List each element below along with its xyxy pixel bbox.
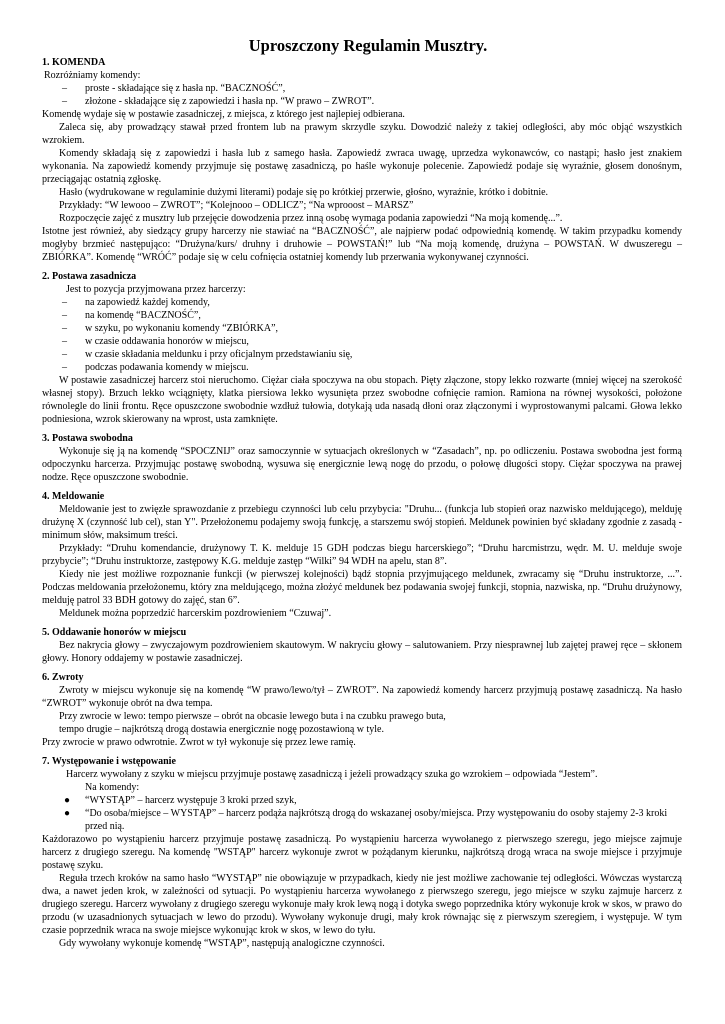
paragraph: Każdorazowo po wystąpieniu harcerz przyjmuje postawę zasadniczą. Po wystąpieniu harcerza wywołanego z pierwszego szeregu, jego miejsce zajmuje harcerz z drugiego szeregu. Na komendę "WSTĄP" harcerz wykonuje zwrot w pożądanym kierunku, najkrótszą drogą wraca na swoje miejsce i przyjmuje postawę szyku. (42, 834, 682, 871)
paragraph: tempo drugie – najkrótszą drogą dostawia energicznie nogę pozostawioną w tyle. (59, 724, 384, 735)
attention-stance-list (42, 296, 682, 374)
list-item (62, 807, 682, 833)
section-heading-postawa-zasadnicza: 2. Postawa zasadnicza (42, 271, 137, 282)
list-item: – proste - składające się z hasła np. “BACZNOŚĆ”, (62, 82, 682, 95)
paragraph: Meldunek można poprzedzić harcerskim pozdrowieniem “Czuwaj”. (59, 608, 332, 619)
command-types-list (42, 82, 682, 108)
paragraph: Istotne jest również, aby siedzący grupy harcerzy nie stawiać na “BACZNOŚĆ”, ale najpierw podać odpowiednią komendę. W takim przypadku komendy mogłyby brzmieć następująco: “Drużyna/kurs/ druhny i druhowie – POWSTAŃ!” lub “Na moją komendę, drużyna – POWSTAŃ. W dwuszeregu – ZBIÓRKA”. Komendę “WRÓĆ” podaje się w celu cofnięcia ostatniej komendy lub przerwania wykonywanej czynności. (42, 226, 682, 263)
section-heading-wystepowanie: 7. Występowanie i wstępowanie (42, 756, 176, 767)
step-out-commands-list (42, 794, 682, 833)
page-title: Uproszczony Regulamin Musztry. (248, 36, 488, 55)
section-heading-oddawanie-honorow: 5. Oddawanie honorów w miejscu (42, 627, 187, 638)
paragraph: Jest to pozycja przyjmowana przez harcerzy: (66, 284, 246, 295)
paragraph: Bez nakrycia głowy – zwyczajowym pozdrowieniem skautowym. W nakryciu głowy – salutowaniem. Przy niesprawnej lub zajętej prawej ręce – skłonem głowy. Honory oddajemy w postawie zasadniczej. (42, 640, 682, 664)
document-page (42, 36, 682, 950)
list-item: – złożone - składające się z zapowiedzi i hasła np. “W prawo – ZWROT”. (62, 95, 682, 108)
paragraph: Przy zwrocie w lewo: tempo pierwsze – obrót na obcasie lewego buta i na czubku prawego buta, (59, 711, 446, 722)
paragraph: Gdy wywołany wykonuje komendę “WSTĄP”, następują analogiczne czynności. (59, 938, 385, 949)
section-heading-postawa-swobodna: 3. Postawa swobodna (42, 433, 133, 444)
bullet-icon: ● (64, 795, 71, 806)
list-item: – na komendę “BACZNOŚĆ”, (62, 309, 682, 322)
list-item: – w szyku, po wykonaniu komendy “ZBIÓRKA”, (62, 322, 682, 335)
list-item: – w czasie składania meldunku i przy oficjalnym przedstawianiu się, (62, 348, 682, 361)
paragraph: Przykłady: “Druhu komendancie, drużynowy T. K. melduje 15 GDH podczas biegu harcerskiego”; “Druhu harcmistrzu, wędr. M. U. melduje swoje przybycie”; “Druhu instruktorze, zastępowy K.G. melduje zastęp “Wilki” 94 WDH na apelu, stan 8”. (42, 543, 682, 567)
list-item-text: “WYSTĄP” – harcerz występuje 3 kroki przed szyk, (85, 795, 297, 806)
paragraph: W postawie zasadniczej harcerz stoi nieruchomo. Ciężar ciała spoczywa na obu stopach. Pięty złączone, stopy lekko rozwarte (mniej więcej na szerokość własnej stopy). Brzuch lekko wciągnięty, klatka piersiowa lekko wysunięta przez swobodne cofnięcie ramion. Ramiona na równej wysokości, położone równolegle do linii frontu. Ręce opuszczone swobodnie wzdłuż tułowia, dotykają uda nasadą dłoni oraz złączonymi i wyprostowanymi palcami. Głowa lekko podniesiona, wzrok skierowany na wprost, usta zamknięte. (42, 375, 682, 425)
section-heading-meldowanie: 4. Meldowanie (42, 491, 105, 502)
paragraph: Reguła trzech kroków na samo hasło “WYSTĄP” nie obowiązuje w przypadkach, kiedy nie jest możliwe zachowanie tej odległości. Wówczas wystarczą dwa, a nawet jeden krok, w zależności od sytuacji. Po wystąpieniu harcerza wywołanego z pierwszego szeregu, jego miejsce w szyku zajmuje harcerz z drugiego szeregu. Harcerz wywołany z drugiego szeregu wykonuje mały krok lewą nogą i dotyka swego poprzednika który wykonuje krok w skos, w prawo do przodu (w uzasadnionych sytuacjach w lewo do przodu). Wywołany wykonuje drugi, mały krok równając się z pierwszym szeregiem, i występuje. W tym czasie poprzednik wraca na swoje miejsce wykonując krok w skos, w lewo do tyłu. (42, 873, 682, 936)
section-heading-komenda: 1. KOMENDA (42, 57, 106, 68)
paragraph: Przykłady: “W lewooo – ZWROT”; “Kolejnooo – ODLICZ”; “Na wprooost – MARSZ” (59, 200, 414, 211)
paragraph: Harcerz wywołany z szyku w miejscu przyjmuje postawę zasadniczą i jeżeli prowadzący szuka go wzrokiem – odpowiada “Jestem”. (66, 769, 598, 780)
paragraph: Zaleca się, aby prowadzący stawał przed frontem lub na prawym skrzydle szyku. Dowodzić należy z takiej odległości, aby móc objąć wszystkich wzrokiem. (42, 122, 682, 146)
paragraph: Na komendy: (85, 782, 140, 793)
paragraph: Zwroty w miejscu wykonuje się na komendę “W prawo/lewo/tył – ZWROT”. Na zapowiedź komendy harcerz przyjmują postawę zasadniczą. Na hasło “ZWROT” wykonuje obrót na dwa tempa. (42, 685, 682, 709)
bullet-icon: ● (64, 808, 71, 819)
list-item: – w czasie oddawania honorów w miejscu, (62, 335, 682, 348)
paragraph: Wykonuje się ją na komendę “SPOCZNIJ” oraz samoczynnie w sytuacjach określonych w “Zasadach”, np. po odliczeniu. Postawa swobodna jest formą odpoczynku harcerza. Przyjmując postawę swobodną, wysuwa się energicznie lewą nogę do przodu, o połowę długości stopy. Ciężar spoczywa na prawej nodze. Ręce opuszczone swobodnie. (42, 446, 682, 483)
paragraph: Hasło (wydrukowane w regulaminie dużymi literami) podaje się po krótkiej przerwie, głośno, wyraźnie, krótko i dobitnie. (59, 187, 549, 198)
paragraph: Rozpoczęcie zajęć z musztry lub przejęcie dowodzenia przez inną osobę wymaga podania zapowiedzi “Na moją komendę...”. (59, 213, 563, 224)
paragraph: Kiedy nie jest możliwe rozpoznanie funkcji (w pierwszej kolejności) bądź stopnia przyjmującego meldunek, zwracamy się “Druhu instruktorze, ...”. Podczas meldowania przełożonemu, który zna meldującego, można złożyć meldunek bez podawania swojej funkcji, stopnia, nazwiska, np. “Druhu drużynowy, melduję patrol 33 BDH gotowy do zajęć, stan 6”. (42, 569, 682, 606)
paragraph: Meldowanie jest to zwięzłe sprawozdanie z przebiegu czynności lub celu przybycia: "Druhu... (funkcja lub stopień oraz nazwisko meldującego), melduję drużynę X (czynność lub cel), stan Y". Przełożonemu podajemy swoją funkcję, a starszemu swój stopień. Meldunek powinien być składany zgodnie z zasadą - minimum słów, maksimum treści. (42, 504, 682, 541)
list-item: – podczas podawania komendy w miejscu. (62, 361, 682, 374)
paragraph: Rozróżniamy komendy: (44, 70, 141, 81)
list-item-text: “Do osoba/miejsce – WYSTĄP” – harcerz podąża najkrótszą drogą do wskazanej osoby/miejsca. Przy występowaniu do osoby stajemy 2-3 kroki przed nią. (85, 808, 668, 832)
section-heading-zwroty: 6. Zwroty (42, 672, 84, 683)
paragraph: Komendę wydaje się w postawie zasadniczej, z miejsca, z którego jest najlepiej odbierana. (42, 109, 405, 120)
paragraph: Komendy składają się z zapowiedzi i hasła lub z samego hasła. Zapowiedź zwraca uwagę, uprzedza wykonawców, co nastąpi; hasło jest znakiem wykonania. Na zapowiedź komendy przyjmuje się postawę zasadniczą, po haśle wykonuje polecenie. Zapowiedź podaje się wyraźnie, głosem donośnym, przeciągając ostatnią zgłoskę. (42, 148, 682, 185)
list-item (62, 794, 682, 807)
list-item: – na zapowiedź każdej komendy, (62, 296, 682, 309)
paragraph: Przy zwrocie w prawo odwrotnie. Zwrot w tył wykonuje się przez lewe ramię. (42, 737, 356, 748)
